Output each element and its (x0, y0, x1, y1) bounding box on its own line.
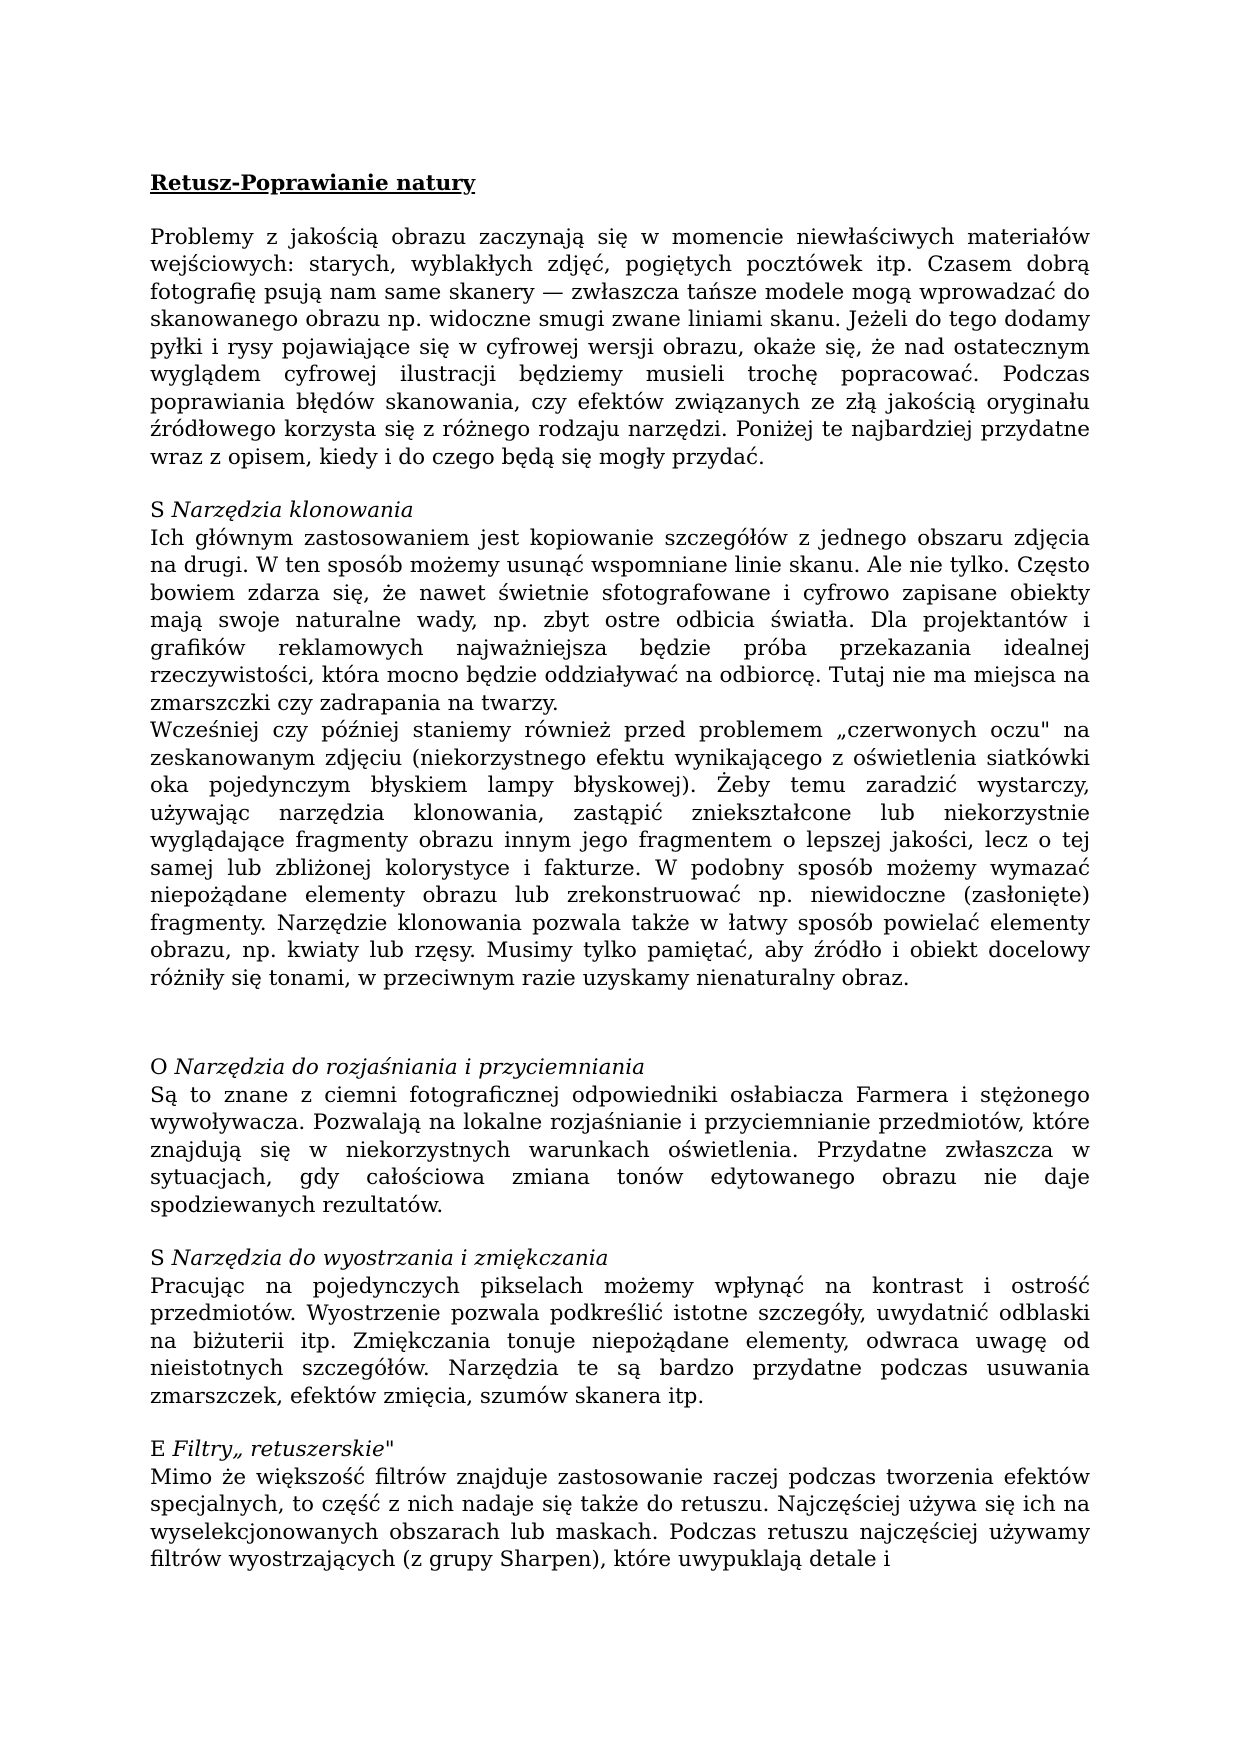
document-title: Retusz-Poprawianie natury (150, 171, 476, 196)
section-bullet: S (150, 1246, 165, 1271)
section-heading-text: Narzędzia do rozjaśniania i przyciemniania (174, 1055, 645, 1080)
section-paragraph: Pracując na pojedynczych pikselach możemy wpłynąć na kontrast i ostrość przedmiotów. Wyostrzenie pozwala podkreślić istotne szczegóły, uwydatnić odblaski na biżuterii itp. Zmiękczania tonuje niepożądane elementy, odwraca uwagę od nieistotnych szczegółów. Narzędzia te są bardzo przydatne podczas usuwania zmarszczek, efektów zmięcia, szumów skanera itp. (150, 1273, 1090, 1409)
section-paragraph: Mimo że większość filtrów znajduje zastosowanie raczej podczas tworzenia efektów specjalnych, to część z nich nadaje się także do retuszu. Najczęściej używa się ich na wyselekcjonowanych obszarach lub maskach. Podczas retuszu najczęściej używamy filtrów wyostrzających (z grupy Sharpen), które uwypuklają detale i (150, 1464, 1090, 1572)
section-dodge-burn-tools (150, 1054, 1090, 1219)
section-cloning-tools (150, 497, 1090, 992)
section-retouch-filters (150, 1436, 1090, 1574)
section-heading-text: Narzędzia do wyostrzania i zmiękczania (171, 1246, 609, 1271)
section-bullet: E (150, 1437, 166, 1462)
section-bullet: O (150, 1055, 168, 1080)
section-heading-text: Narzędzia klonowania (171, 498, 414, 523)
section-heading (150, 1436, 1090, 1464)
intro-paragraph: Problemy z jakością obrazu zaczynają się w momencie niewłaściwych materiałów wejściowych: starych, wyblakłych zdjęć, pogiętych pocztówek itp. Czasem dobrą fotografię psują nam same skanery — zwłaszcza tańsze modele mogą wprowadzać do skanowanego obrazu np. widoczne smugi zwane liniami skanu. Jeżeli do tego dodamy pyłki i rysy pojawiające się w cyfrowej wersji obrazu, okaże się, że nad ostatecznym wyglądem cyfrowej ilustracji będziemy musieli trochę popracować. Podczas poprawiania błędów skanowania, czy efektów związanych ze złą jakością oryginału źródłowego korzysta się z różnego rodzaju narzędzi. Poniżej te najbardziej przydatne wraz z opisem, kiedy i do czego będą się mogły przydać. (150, 224, 1090, 470)
section-sharpen-blur-tools (150, 1245, 1090, 1410)
document-page (150, 170, 1090, 1574)
section-heading (150, 1054, 1090, 1082)
section-bullet: S (150, 498, 165, 523)
section-paragraph: Ich głównym zastosowaniem jest kopiowanie szczegółów z jednego obszaru zdjęcia na drugi. W ten sposób możemy usunąć wspomniane linie skanu. Ale nie tylko. Często bowiem zdarza się, że nawet świetnie sfotografowane i cyfrowo zapisane obiekty mają swoje naturalne wady, np. zbyt ostre odbicia światła. Dla projektantów i grafików reklamowych najważniejsza będzie próba przekazania idealnej rzeczywistości, która mocno będzie oddziaływać na odbiorcę. Tutaj nie ma miejsca na zmarszczki czy zadrapania na twarzy. (150, 525, 1090, 716)
section-paragraph: Są to znane z ciemni fotograficznej odpowiedniki osłabiacza Farmera i stężonego wywoływacza. Pozwalają na lokalne rozjaśnianie i przyciemnianie przedmiotów, które znajdują się w niekorzystnych warunkach oświetlenia. Przydatne zwłaszcza w sytuacjach, gdy całościowa zmiana tonów edytowanego obrazu nie daje spodziewanych rezultatów. (150, 1082, 1090, 1218)
section-heading (150, 497, 1090, 525)
section-heading (150, 1245, 1090, 1273)
section-heading-text: Filtry„ retuszerskie" (172, 1437, 395, 1462)
section-paragraph: Wcześniej czy później staniemy również przed problemem „czerwonych oczu" na zeskanowanym zdjęciu (niekorzystnego efektu wynikającego z oświetlenia siatkówki oka pojedynczym błyskiem lampy błyskowej). Żeby temu zaradzić wystarczy, używając narzędzia klonowania, zastąpić zniekształcone lub niekorzystnie wyglądające fragmenty obrazu innym jego fragmentem o lepszej jakości, lecz o tej samej lub zbliżonej kolorystyce i fakturze. W podobny sposób możemy wymazać niepożądane elementy obrazu lub zrekonstruować np. niewidoczne (zasłonięte) fragmenty. Narzędzie klonowania pozwala także w łatwy sposób powielać elementy obrazu, np. kwiaty lub rzęsy. Musimy tylko pamiętać, aby źródło i obiekt docelowy różniły się tonami, w przeciwnym razie uzyskamy nienaturalny obraz. (150, 718, 1090, 991)
